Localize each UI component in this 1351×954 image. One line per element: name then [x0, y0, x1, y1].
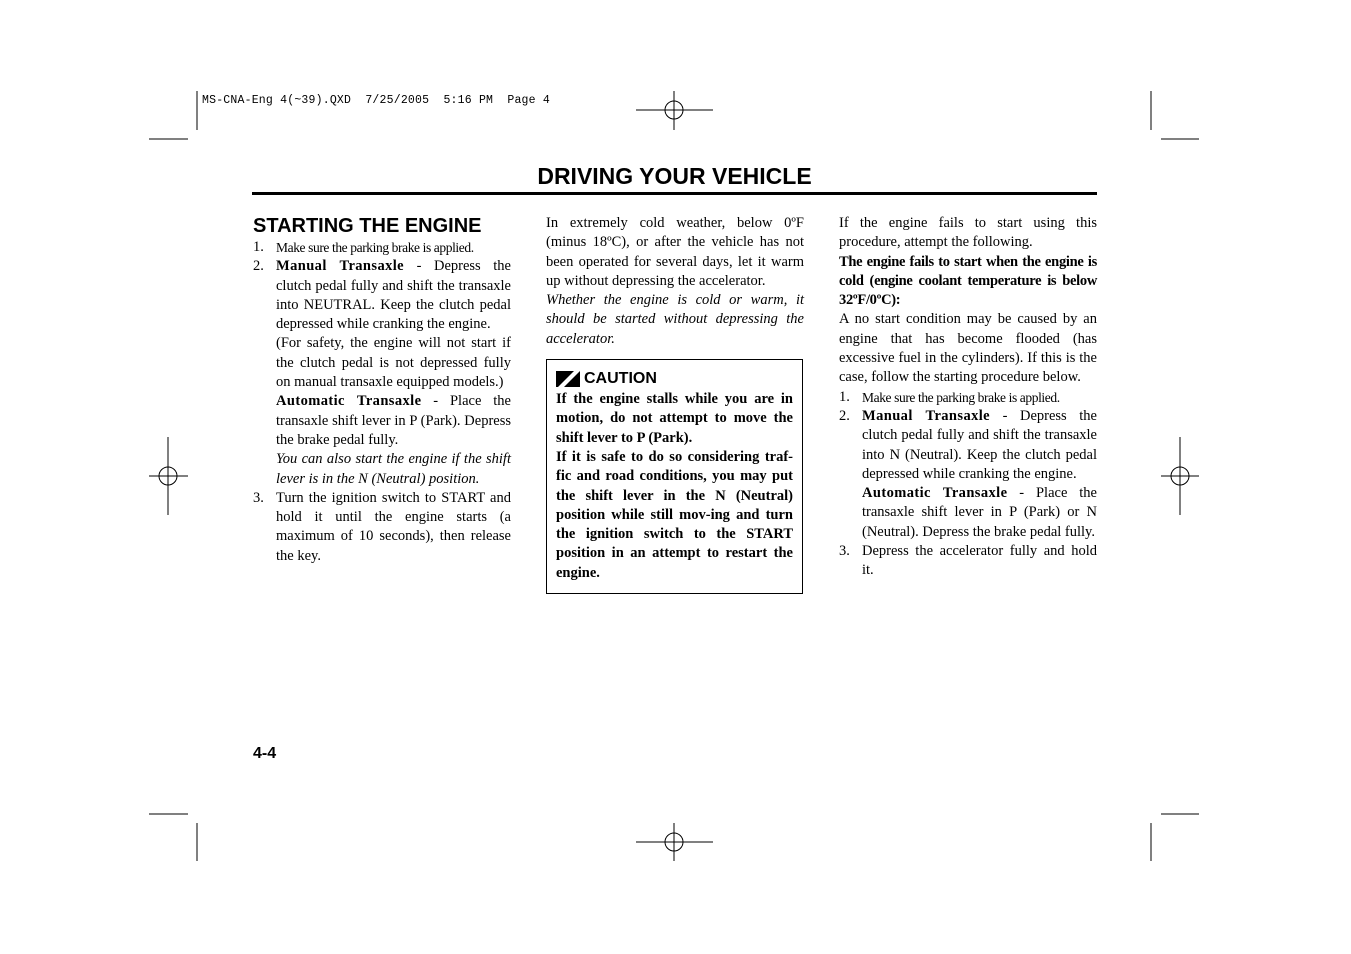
safety-note: (For safety, the engine will not start if the clutch pedal is not depressed fully on manual transaxle equipped models.)	[276, 335, 511, 391]
fail-to-start-intro: If the engine fails to start using this procedure, attempt the following.	[839, 215, 1097, 251]
list-item	[253, 238, 511, 257]
step-list	[839, 388, 1097, 581]
column-right	[839, 214, 1097, 581]
step-number: 3.	[839, 543, 850, 560]
cold-engine-heading: The engine fails to start when the engine is cold (engine coolant temperature is below 32ºF/0ºC):	[839, 253, 1097, 309]
list-item	[839, 542, 1097, 581]
step-number: 2.	[253, 258, 264, 275]
step-body	[276, 257, 511, 489]
flooded-engine-paragraph: A no start condition may be caused by an engine that has become flooded (has excessive fuel in the cylinders). If this is the case, follow the starting procedure below.	[839, 311, 1097, 386]
list-item	[253, 489, 511, 566]
cold-weather-paragraph: In extremely cold weather, below 0ºF (minus 18ºC), or after the vehicle has not been operated for several days, let it warm up without depressing the accelerator.	[546, 215, 804, 289]
neutral-note: You can also start the engine if the shift lever is in the N (Neutral) position.	[276, 451, 511, 487]
step-list	[253, 238, 511, 566]
page-number: 4-4	[253, 745, 277, 762]
automatic-transaxle-label: Automatic Transaxle	[276, 393, 422, 410]
manual-transaxle-label: Manual Transaxle	[862, 407, 991, 424]
manual-transaxle-label: Manual Transaxle	[276, 258, 405, 275]
list-item	[253, 257, 511, 489]
step-body	[862, 407, 1097, 542]
title-rule	[252, 192, 1097, 195]
caution-paragraph: If the engine stalls while you are in motion, do not attempt to move the shift lever to P (Park).	[556, 391, 793, 446]
manual-transaxle-text: - Depress the clutch pedal fully and shift the transaxle into NEUTRAL. Keep the clutch pedal depressed while cranking the engine.	[276, 258, 511, 333]
list-item	[839, 407, 1097, 542]
step-text: Turn the ignition switch to START and hold it until the engine starts (a maximum of 10 seconds), then release the key.	[276, 489, 511, 564]
step-number: 3.	[253, 489, 264, 506]
page-title: DRIVING YOUR VEHICLE	[537, 163, 812, 189]
automatic-transaxle-text: - Place the transaxle shift lever in P (Park) or N (Neutral). Depress the brake pedal fully.	[862, 485, 1097, 540]
column-left	[253, 214, 511, 566]
caution-title: CAUTION	[584, 370, 657, 388]
step-text: Depress the accelerator fully and hold it.	[862, 543, 1097, 579]
step-text: Make sure the parking brake is applied.	[276, 240, 474, 255]
step-text: Make sure the parking brake is applied.	[862, 389, 1060, 405]
caution-header	[556, 369, 793, 389]
step-number: 1.	[839, 388, 850, 405]
automatic-transaxle-label: Automatic Transaxle	[862, 485, 1008, 502]
list-item	[839, 388, 1097, 407]
caution-icon	[556, 371, 580, 387]
section-heading: STARTING THE ENGINE	[253, 215, 482, 237]
column-middle	[546, 214, 804, 594]
automatic-transaxle-text: - Place the transaxle shift lever in P (Park). Depress the brake pedal fully.	[276, 393, 511, 448]
accelerator-note: Whether the engine is cold or warm, it should be started without depressing the accelerator.	[546, 292, 804, 347]
step-number: 1.	[253, 239, 264, 255]
caution-box	[546, 359, 803, 594]
print-slug: MS-CNA-Eng 4(~39).QXD 7/25/2005 5:16 PM Page 4	[202, 94, 550, 107]
manual-transaxle-text: - Depress the clutch pedal fully and shift the transaxle into N (Neutral). Keep the clutch pedal depressed while cranking the engine.	[862, 407, 1097, 482]
caution-paragraph: If it is safe to do so considering traf-fic and road conditions, you may put the shift lever in the N (Neutral) position while still mov-ing and turn the ignition switch to the START position in an attempt to restart the engine.	[556, 448, 793, 581]
step-number: 2.	[839, 407, 850, 424]
